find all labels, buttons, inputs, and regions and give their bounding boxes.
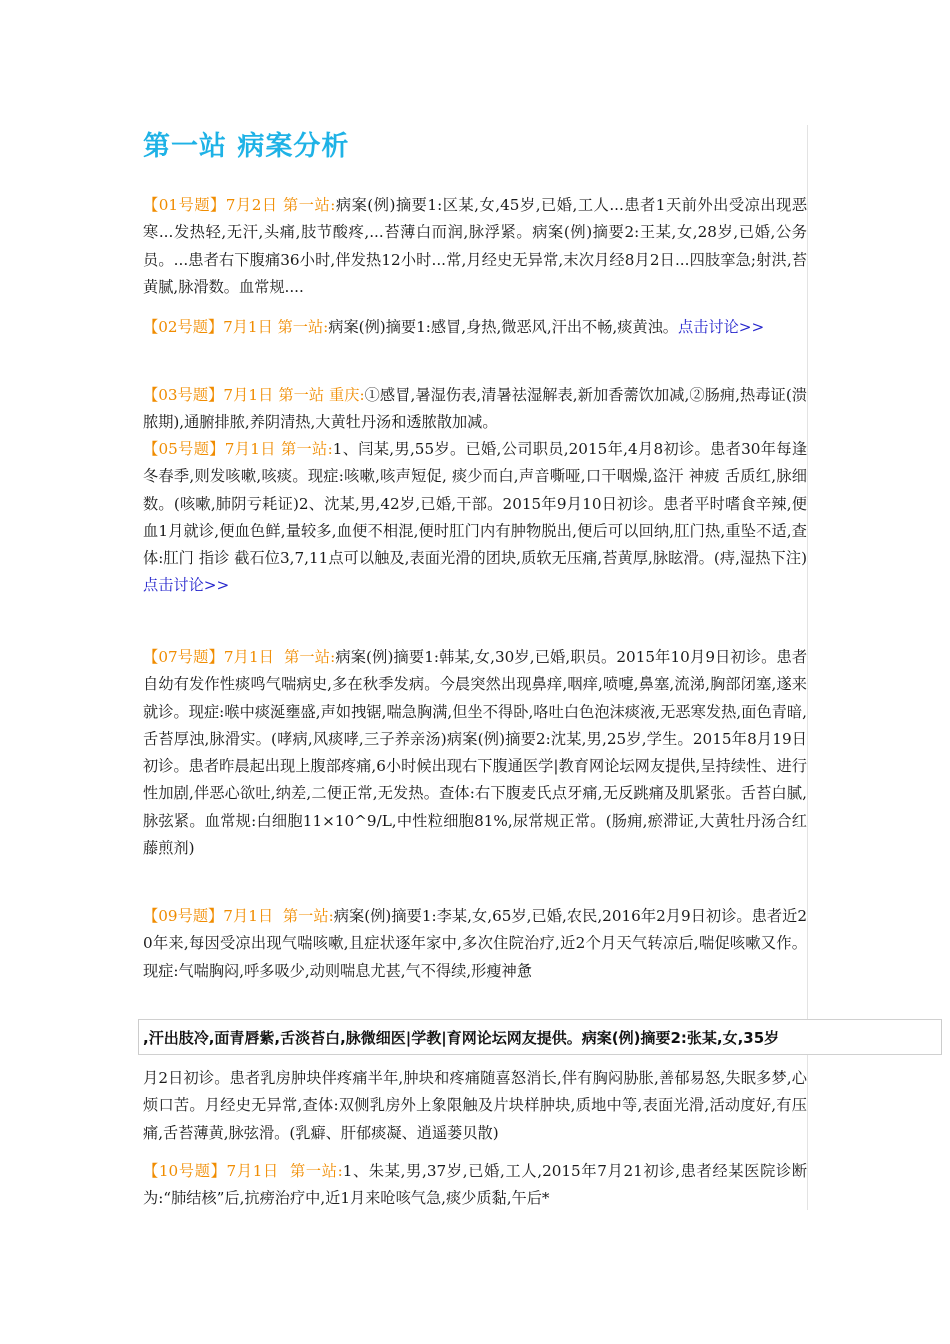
entry-text: 病案(例)摘要1:感冒,身热,微恶风,汗出不畅,痰黄浊。 bbox=[328, 318, 678, 336]
entry-station: 第一站: bbox=[282, 907, 334, 925]
entry-number: 【02号题】 bbox=[143, 318, 224, 336]
entry-03 bbox=[143, 382, 807, 437]
discuss-link[interactable]: 点击讨论>> bbox=[678, 318, 765, 336]
entry-number: 【03号题】 bbox=[143, 386, 224, 404]
entry-09 bbox=[143, 903, 807, 985]
entry-date: 7月1日 bbox=[226, 1162, 279, 1180]
pasted-text-strip: ,汗出肢冷,面青唇紫,舌淡苔白,脉微细医|学教|育网论坛网友提供。病案(例)摘要2:张某,女,35岁 bbox=[138, 1019, 942, 1055]
entry-date: 7月1日 bbox=[223, 318, 273, 336]
entry-date: 7月1日 bbox=[223, 648, 275, 666]
entry-date: 7月1日 bbox=[223, 386, 274, 404]
entry-number: 【10号题】 bbox=[143, 1162, 227, 1180]
entry-number: 【07号题】 bbox=[143, 648, 224, 666]
entry-text: 1、闫某,男,55岁。已婚,公司职员,2015年,4月8初诊。患者30年每逢冬春季,则发咳嗽,咳痰。现症:咳嗽,咳声短促, 痰少而白,声音嘶哑,口干咽燥,盗汗 神疲 舌质红,脉细数。(咳嗽,肺阴亏耗证)2、沈某,男,42岁,已婚,干部。2015年9月10日初诊。患者平时嗜食辛辣,便血1月就诊,便血色鲜,量较多,血便不相混,便时肛门内有肿物脱出,便后可以回纳,肛门热,重坠不适,查体:肛门 指诊 截石位3,7,11点可以触及,表面光滑的团块,质软无压痛,苔黄厚,脉眩滑。(痔,湿热下注) bbox=[143, 440, 808, 568]
entry-text: 病案(例)摘要1:李某,女,65岁,已婚,农民,2016年2月9日初诊。患者近20年来,每因受凉出现气喘咳嗽,且症状逐年家中,多次住院治疗,近2个月天气转凉后,喘促咳嗽又作。现症:气喘胸闷,呼多吸少,动则喘息尤甚,气不得续,形瘦神惫 bbox=[143, 907, 808, 980]
entry-text: 月2日初诊。患者乳房肿块伴疼痛半年,肿块和疼痛随喜怒消长,伴有胸闷胁胀,善郁易怒,失眠多梦,心烦口苦。月经史无异常,查体:双侧乳房外上象限触及片块样肿块,质地中等,表面光滑,活动度好,有压痛,舌苔薄黄,脉弦滑。(乳癖、肝郁痰凝、逍遥蒌贝散) bbox=[143, 1069, 807, 1142]
entry-text: ①感冒,暑湿伤表,清暑祛湿解表,新加香薷饮加减,②肠痈,热毒证(溃脓期),通腑排脓,养阴清热,大黄牡丹汤和透脓散加减。 bbox=[143, 386, 807, 432]
page-title: 第一站 病案分析 bbox=[143, 131, 350, 162]
entry-text: 1、朱某,男,37岁,已婚,工人,2015年7月21初诊,患者经某医院诊断为:“肺结核”后,抗痨治疗中,近1月来呛咳气急,痰少质黏,午后* bbox=[143, 1162, 808, 1208]
entry-station: 第一站: bbox=[281, 440, 333, 458]
entry-date: 7月1日 bbox=[224, 440, 276, 458]
entry-number: 【01号题】 bbox=[143, 196, 226, 214]
entry-10 bbox=[143, 1158, 807, 1213]
entry-date: 7月1日 bbox=[223, 907, 274, 925]
entry-text: 病案(例)摘要1:区某,女,45岁,已婚,工人...患者1天前外出受凉出现恶寒...发热轻,无汗,头痛,肢节酸疼,...苔薄白而润,脉浮紧。病案(例)摘要2:王某,女,28岁,已婚,公务员。...患者右下腹痛36小时,伴发热12小时...常,月经史无异常,末次月经8月2日...四肢挛急;射洪,苔黄腻,脉滑数。血常规.... bbox=[143, 196, 808, 296]
entry-02 bbox=[143, 314, 807, 341]
discuss-link[interactable]: 点击讨论>> bbox=[143, 576, 230, 595]
entry-number: 【05号题】 bbox=[143, 440, 225, 458]
entry-station: 第一站: bbox=[284, 648, 336, 666]
entry-station: 第一站: bbox=[277, 318, 329, 336]
entry-station: 第一站: bbox=[283, 196, 336, 214]
entry-number: 【09号题】 bbox=[143, 907, 224, 925]
entry-text: 病案(例)摘要1:韩某,女,30岁,已婚,职员。2015年10月9日初诊。患者自幼有发作性痰鸣气喘病史,多在秋季发病。今晨突然出现鼻痒,咽痒,喷嚏,鼻塞,流涕,胸部闭塞,遂来就诊。现症:喉中痰涎壅盛,声如拽锯,喘急胸满,但坐不得卧,咯吐白色泡沫痰液,无恶寒发热,面色青暗,舌苔厚浊,脉滑实。(哮病,风痰哮,三子养亲汤)病案(例)摘要2:沈某,男,25岁,学生。2015年8月19日初诊。患者昨晨起出现上腹部疼痛,6小时候出现右下腹通医学|教育网论坛网友提供,呈持续性、进行性加剧,伴恶心欲吐,纳差,二便正常,无发热。查体:右下腹麦氏点牙痛,无反跳痛及肌紧张。舌苔白腻,脉弦紧。血常规:白细胞11×10^9/L,中性粒细胞81%,尿常规正常。(肠痈,瘀滞证,大黄牡丹汤合红藤煎剂) bbox=[143, 648, 808, 858]
entry-station: 第一站: bbox=[289, 1162, 343, 1180]
entry-09-continued bbox=[143, 1065, 807, 1147]
entry-05 bbox=[143, 436, 807, 600]
entry-station: 第一站 重庆: bbox=[278, 386, 365, 404]
entry-07 bbox=[143, 644, 807, 862]
entry-date: 7月2日 bbox=[225, 196, 278, 214]
entry-01 bbox=[143, 192, 807, 301]
